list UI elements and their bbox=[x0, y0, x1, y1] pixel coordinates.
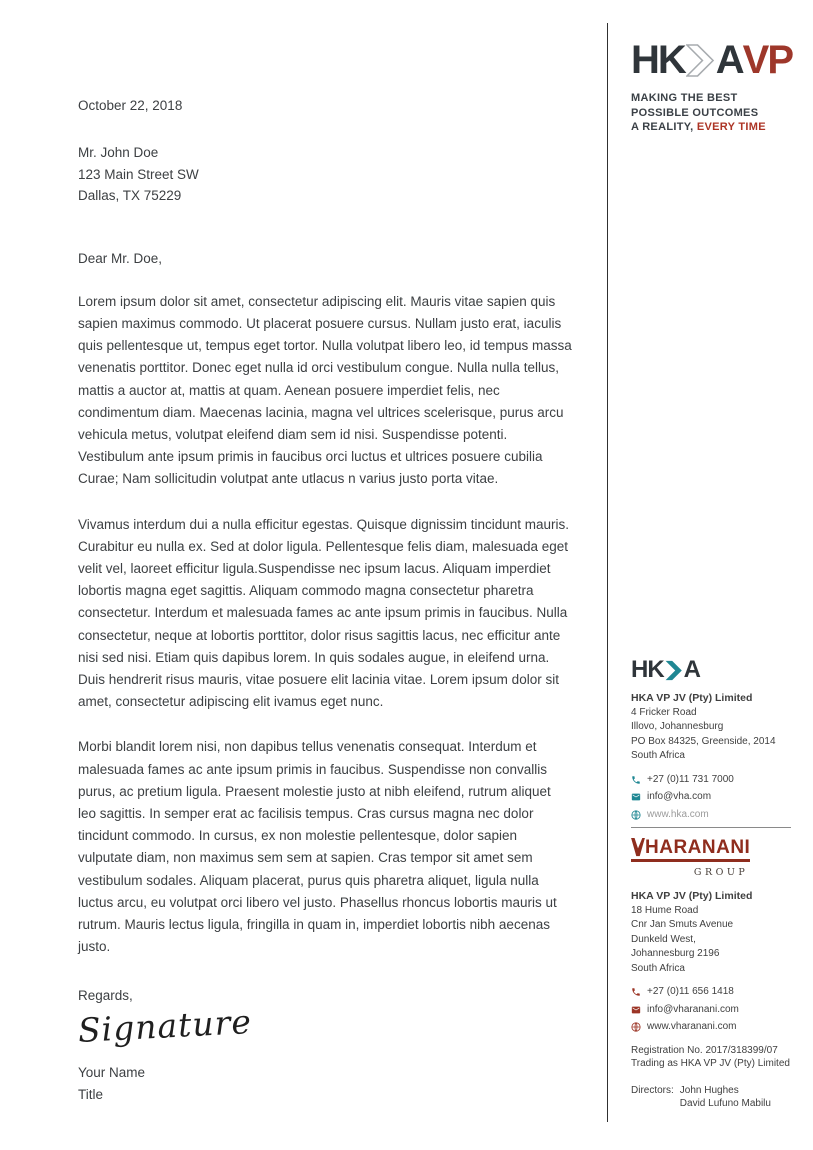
vharanani-website: www.vharanani.com bbox=[647, 1021, 737, 1032]
letter-date: October 22, 2018 bbox=[78, 98, 183, 113]
vharanani-address bbox=[631, 904, 793, 977]
check-v-icon bbox=[631, 838, 645, 857]
envelope-icon bbox=[631, 1005, 641, 1015]
sender-title: Title bbox=[78, 1087, 104, 1103]
salutation: Dear Mr. Doe, bbox=[78, 250, 163, 266]
hkavp-logo bbox=[631, 40, 793, 80]
vharanani-contacts bbox=[631, 985, 793, 1035]
letter-body bbox=[78, 97, 572, 1106]
director-name: David Lufuno Mabilu bbox=[679, 1098, 771, 1109]
hka-website: www.hka.com bbox=[647, 808, 709, 820]
directors-label: Directors: bbox=[631, 1085, 674, 1096]
hka-contact-block bbox=[631, 658, 793, 822]
tagline-highlight: EVERY TIME bbox=[696, 121, 766, 133]
globe-icon bbox=[631, 810, 641, 820]
hka-company-name: HKA VP JV (Pty) Limited bbox=[631, 692, 753, 704]
letter-paragraph-3: Morbi blandit lorem nisi, non dapibus tellus venenatis consequat. Interdum et malesuada fames ac ante ipsum primis in faucibus. Suspendisse non convallis purus, ac pretium ligula. Praesent molestie justo at nibh eleifend, rutrum aliquet leo sagittis. In semper erat ac facilisis tempus. Cras cursus magna nec dolor tincidunt commodo. In cursus, ex non molestie pellentesque, dolor sapien vulputate diam, non maximus sem sem at sapien. Cras tempor sit amet sem vestibulum sodales. Aliquam placerat, purus quis pharetra aliquet, ligula nulla luctus arcu, eu volutpat orci libero vel justo. Phasellus rhoncus lobortis mauris ut rutrum. Mauris lectus ligula, fringilla in quam in, imperdiet lobortis nibh aecenas justo. bbox=[78, 739, 557, 955]
hka-logo bbox=[631, 658, 793, 682]
chevron-right-teal-icon bbox=[665, 660, 683, 681]
letter-paragraph-1: Lorem ipsum dolor sit amet, consectetur adipiscing elit. Mauris vitae sapien quis sapien maximus commodo. Ut placerat posuere cursus. Nullam justo erat, iaculis quis pellentesque ut, tempus eget tortor. Nulla volutpat libero leo, id tempus massa venenatis porttitor. Donec eget nulla id orci vestibulum congue. Nulla nulla tellus, mattis a auctor at, mattis at quam. Aenean posuere imperdiet felis, nec condimentum diam. Maecenas lacinia, magna vel ultrices scelerisque, purus arcu vehicula metus, volutpat eleifend diam sem id nisi. Suspendisse potenti. Vestibulum ante ipsum primis in faucibus orci luctus et ultrices posuere cubilia Curae; Nam sollicitudin volutpat ante utlacus n varius justo porta vitae. bbox=[78, 293, 572, 487]
vharanani-logo-sub: GROUP bbox=[693, 866, 749, 878]
directors-block bbox=[631, 1084, 793, 1110]
signature-script: Signature bbox=[76, 1002, 253, 1051]
registration-block bbox=[631, 1044, 793, 1110]
closing: Regards, bbox=[78, 988, 133, 1004]
vharanani-address-line: 18 Hume Road bbox=[631, 904, 699, 916]
hka-phone: +27 (0)11 731 7000 bbox=[647, 773, 734, 785]
director-name: John Hughes bbox=[679, 1085, 739, 1096]
logo-vp-text: VP bbox=[742, 38, 793, 82]
hka-email-row bbox=[631, 790, 793, 805]
logo-a-text: A bbox=[715, 38, 743, 82]
hka-address-line: 4 Fricker Road bbox=[631, 706, 697, 718]
tagline-line1: MAKING THE BEST bbox=[631, 92, 738, 104]
hka-website-row bbox=[631, 808, 793, 823]
hka-logo-hk-text: HK bbox=[631, 656, 664, 683]
envelope-icon bbox=[631, 792, 641, 802]
vharanani-address-line: South Africa bbox=[631, 962, 685, 974]
hka-email: info@vha.com bbox=[647, 791, 712, 802]
vharanani-address-line: Dunkeld West, bbox=[631, 933, 696, 945]
brand-header bbox=[631, 40, 793, 135]
sidebar-divider bbox=[631, 827, 791, 828]
tagline-line2: POSSIBLE OUTCOMES bbox=[631, 106, 759, 119]
tagline-line3: A REALITY, EVERY TIME bbox=[631, 121, 766, 133]
recipient-block bbox=[78, 142, 572, 207]
vharanani-logo bbox=[631, 838, 750, 880]
recipient-city: Dallas, TX 75229 bbox=[78, 188, 182, 204]
vharanani-phone: +27 (0)11 656 1418 bbox=[647, 986, 734, 997]
vharanani-email: info@vharanani.com bbox=[647, 1003, 739, 1015]
directors-names bbox=[680, 1084, 771, 1110]
hka-address-line: South Africa bbox=[631, 750, 685, 761]
hka-logo-a-text: A bbox=[683, 656, 701, 683]
vertical-divider bbox=[607, 23, 608, 1122]
sender-block bbox=[78, 1062, 572, 1105]
vharanani-logo-text: HARANANI bbox=[645, 837, 751, 858]
registration-number: Registration No. 2017/318399/07 bbox=[631, 1045, 778, 1056]
trading-as: Trading as HKA VP JV (Pty) Limited bbox=[631, 1058, 790, 1069]
vharanani-phone-row bbox=[631, 985, 793, 1000]
sender-name: Your Name bbox=[78, 1065, 146, 1081]
vharanani-website-row bbox=[631, 1020, 793, 1035]
recipient-name: Mr. John Doe bbox=[78, 145, 159, 160]
recipient-street: 123 Main Street SW bbox=[78, 166, 199, 182]
vharanani-contact-block bbox=[631, 838, 793, 1035]
vharanani-address-line: Johannesburg 2196 bbox=[631, 948, 720, 959]
vharanani-wordmark bbox=[631, 838, 750, 862]
phone-icon bbox=[631, 987, 641, 997]
vharanani-email-row bbox=[631, 1003, 793, 1018]
vharanani-address-line: Cnr Jan Smuts Avenue bbox=[631, 919, 734, 930]
logo-hk-text: HK bbox=[631, 38, 685, 82]
hka-address-line: PO Box 84325, Greenside, 2014 bbox=[631, 735, 776, 747]
letter-paragraph-2: Vivamus interdum dui a nulla efficitur egestas. Quisque dignissim tincidunt mauris. Curabitur eu nulla ex. Sed at dolor ligula. Pellentesque felis diam, malesuada eget velit vel, laoreet efficitur ligula.Suspendisse nec ipsum lacus. Aliquam imperdiet lobortis magna eget sagittis. Aliquam commodo magna consectetur pharetra consectetur. Interdum et malesuada fames ac ante ipsum primis in faucibus. Nulla consectetur, neque at lobortis porttitor, dolor risus sagittis lacus, nec efficitur ante nisi sed nisi. Etiam quis dapibus lorem. In quis sodales augue, in eleifend urna. Duis hendrerit risus mauris, vitae posuere elit lacinia vitae. Lorem ipsum dolor sit amet, consectetur adipiscing elit ivamus eget nunc. bbox=[78, 516, 569, 710]
hka-address bbox=[631, 706, 793, 764]
brand-tagline bbox=[631, 91, 793, 135]
hka-phone-row bbox=[631, 773, 793, 788]
phone-icon bbox=[631, 775, 641, 785]
hka-contacts bbox=[631, 773, 793, 823]
hka-address-line: Illovo, Johannesburg bbox=[631, 721, 724, 732]
globe-icon bbox=[631, 1022, 641, 1032]
chevron-right-outline-icon bbox=[686, 44, 715, 77]
vharanani-company-name: HKA VP JV (Pty) Limited bbox=[631, 890, 753, 902]
